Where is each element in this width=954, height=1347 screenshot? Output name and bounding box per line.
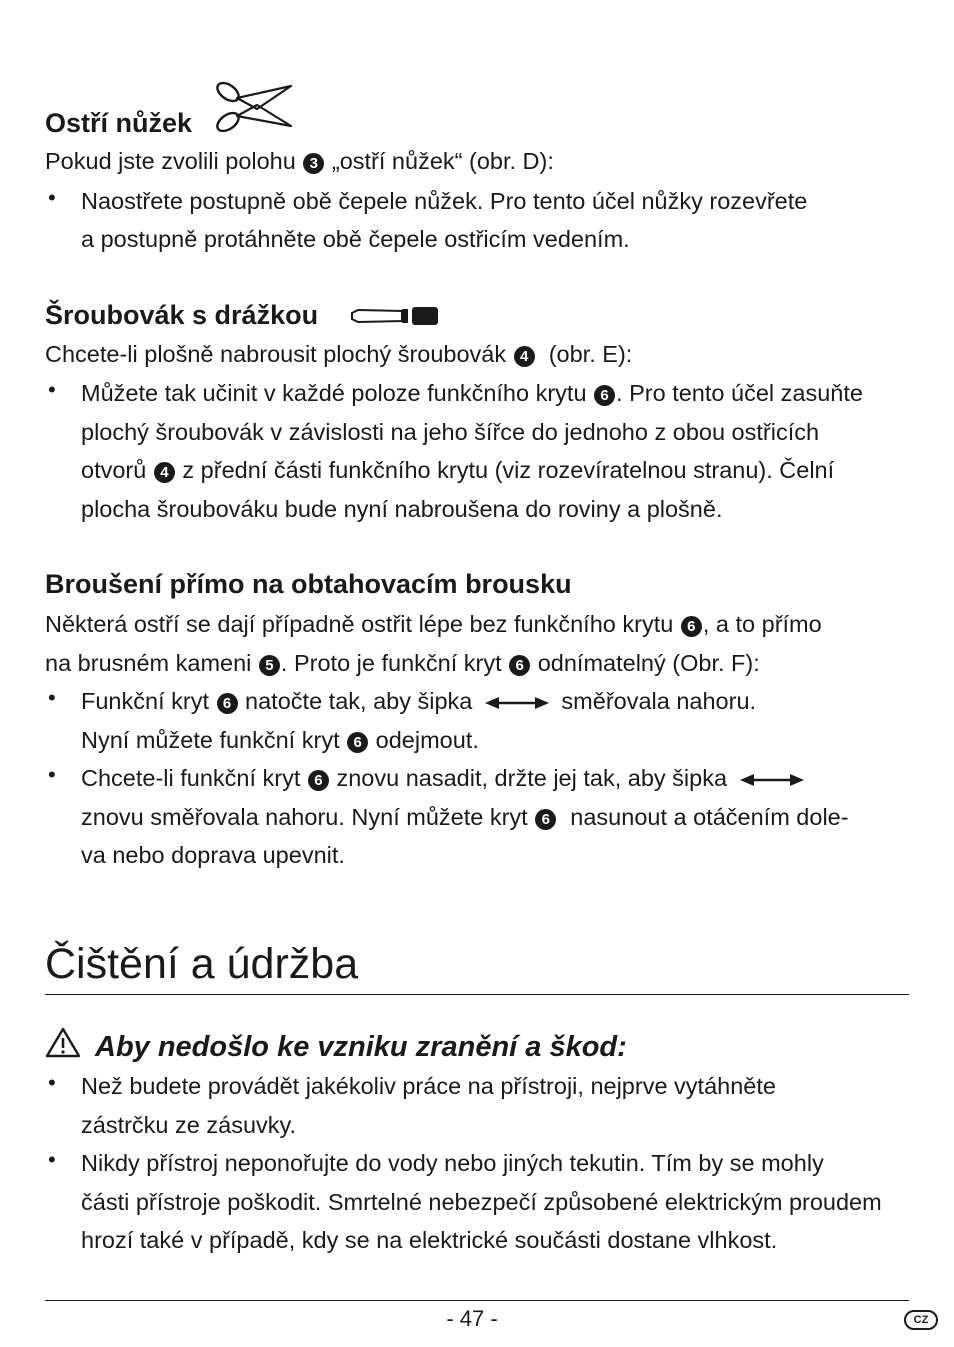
whetstone-bullet1-line-1: Funkční kryt 6 natočte tak, aby šipka směřovala nahoru. [81, 688, 757, 714]
number-badge: 4 [514, 346, 535, 367]
language-badge: CZ [904, 1310, 938, 1330]
screwdriver-line-2: plochý šroubovák v závislosti na jeho šířce do jednoho z obou ostřicích [81, 419, 820, 445]
warning-heading [45, 1026, 627, 1067]
number-badge: 4 [154, 462, 175, 483]
bullet: • [48, 1147, 56, 1172]
screwdriver-icon [350, 305, 440, 327]
chapter-title: Čištění a údržba [45, 940, 359, 988]
scissors-intro: Pokud jste zvolili polohu 3 „ostří nůžek“ (obr. D): [45, 148, 554, 174]
cleaning-bullet1-line-1: Než budete provádět jakékoliv práce na přístroji, nejprve vytáhněte [81, 1073, 776, 1099]
screwdriver-line-3: otvorů 4 z přední části funkčního krytu (viz rozevíratelnou stranu). Čelní [81, 457, 835, 483]
whetstone-bullet2-line-3: va nebo doprava upevnit. [81, 842, 345, 868]
cleaning-bullet2-line-3: hrozí také v případě, kdy se na elektrické součásti dostane vlhkost. [81, 1227, 778, 1253]
bullet: • [48, 685, 56, 710]
scissors-icon [213, 76, 293, 134]
cleaning-bullet2-line-1: Nikdy přístroj neponořujte do vody nebo jiných tekutin. Tím by se mohly [81, 1150, 824, 1176]
heading-whetstone: Broušení přímo na obtahovacím brousku [45, 569, 572, 599]
whetstone-para-line-1: Některá ostří se dají případně ostřit lépe bez funkčního krytu 6 , a to přímo [45, 611, 822, 637]
heading-screwdriver [45, 298, 318, 332]
bullet: • [48, 185, 56, 210]
double-arrow-icon [740, 772, 804, 788]
cleaning-bullet1-line-2: zástrčku ze zásuvky. [81, 1112, 297, 1138]
scissors-bullet-line-2: a postupně protáhněte obě čepele ostřicím vedením. [81, 226, 630, 252]
footer-divider [45, 1300, 909, 1301]
number-badge: 6 [217, 693, 238, 714]
page-number: - 47 - [446, 1306, 498, 1331]
warning-triangle-icon [45, 1026, 81, 1058]
number-badge: 6 [308, 770, 329, 791]
number-badge: 5 [259, 655, 280, 676]
double-arrow-icon [485, 695, 549, 711]
scissors-bullet-line-1: Naostřete postupně obě čepele nůžek. Pro tento účel nůžky rozevřete [81, 188, 808, 214]
warning-heading-text: Aby nedošlo ke vzniku zranění a škod: [95, 1031, 627, 1063]
bullet: • [48, 377, 56, 402]
number-badge: 6 [347, 732, 368, 753]
chapter-divider [45, 994, 909, 995]
whetstone-bullet1-line-2: Nyní můžete funkční kryt 6 odejmout. [81, 727, 479, 753]
number-badge: 3 [303, 153, 324, 174]
screwdriver-line-1: Můžete tak učinit v každé poloze funkčního krytu 6 . Pro tento účel zasuňte [81, 380, 863, 406]
screwdriver-intro: Chcete-li plošně nabrousit plochý šroubovák 4 (obr. E): [45, 341, 633, 367]
bullet: • [48, 762, 56, 787]
whetstone-bullet2-line-2: znovu směřovala nahoru. Nyní můžete kryt 6 nasunout a otáčením dole- [81, 804, 849, 830]
number-badge: 6 [535, 809, 556, 830]
bullet: • [48, 1070, 56, 1095]
number-badge: 6 [594, 385, 615, 406]
heading-scissors [45, 106, 192, 140]
whetstone-para-line-2: na brusném kameni 5 . Proto je funkční kryt 6 odnímatelný (Obr. F): [45, 650, 760, 676]
whetstone-bullet2-line-1: Chcete-li funkční kryt 6 znovu nasadit, držte jej tak, aby šipka [81, 759, 810, 798]
heading-screwdriver-text: Šroubovák s drážkou [45, 300, 319, 330]
screwdriver-line-4: plocha šroubováku bude nyní nabroušena do roviny a plošně. [81, 496, 723, 522]
number-badge: 6 [509, 655, 530, 676]
cleaning-bullet2-line-2: části přístroje poškodit. Smrtelné nebezpečí způsobené elektrickým proudem [81, 1189, 882, 1215]
number-badge: 6 [681, 616, 702, 637]
heading-scissors-text: Ostří nůžek [45, 108, 193, 138]
